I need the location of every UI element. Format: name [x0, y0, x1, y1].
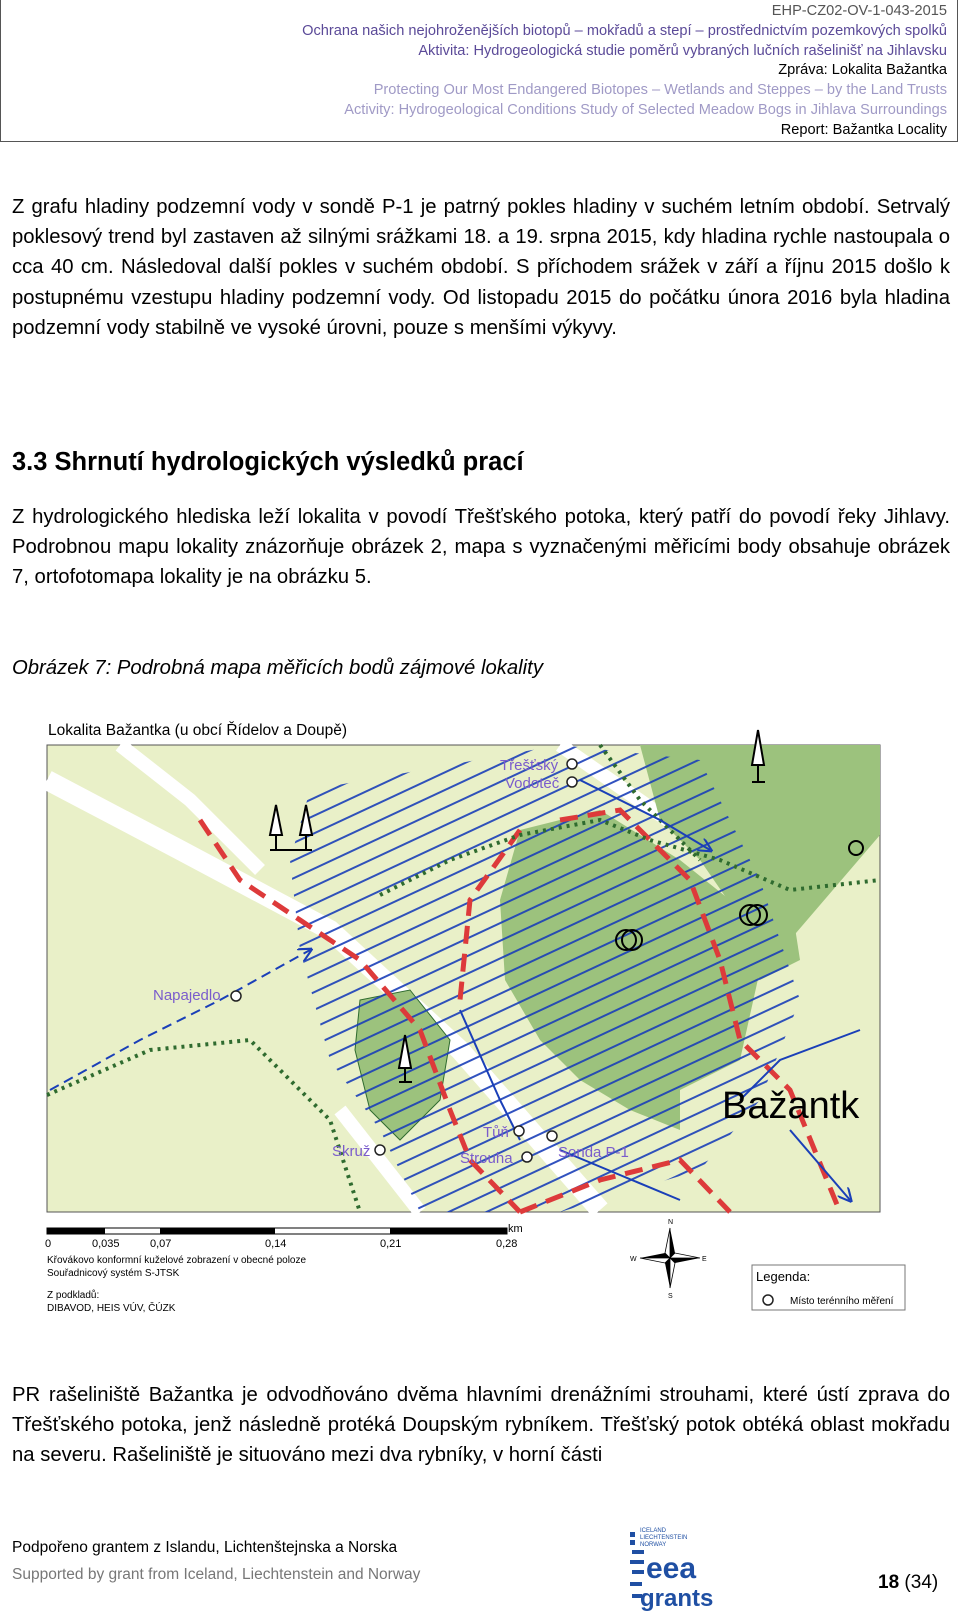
label-tresstsky-1: Třešťský — [500, 757, 559, 774]
compass-e: E — [702, 1256, 707, 1263]
scale-tick: 0,07 — [150, 1238, 172, 1250]
program-title-en: Protecting Our Most Endangered Biotopes – Wetlands and Steppes – by the Land Trusts — [373, 82, 947, 99]
page-number — [878, 1572, 938, 1594]
header-lines — [302, 2, 947, 141]
paragraph-hydrology: Z hydrologického hlediska leží lokalita v povodí Třešťského potoka, který patří do povodí řeky Jihlavy. Podrobnou mapu lokality znázorňuje obrázek 2, mapa s vyznačenými měřicími body obsahuje obrázek 7, ortofotomapa lokality je na obrázku 5. — [12, 506, 950, 589]
compass-s: S — [668, 1293, 673, 1300]
footer-support-en: Supported by grant from Iceland, Liechtenstein and Norway — [12, 1566, 421, 1583]
label-strouha: Strouha — [460, 1150, 513, 1167]
page-total: (34) — [904, 1572, 939, 1593]
projection-line-1: Křovákovo konformní kuželové zobrazení v obecné poloze — [47, 1255, 307, 1266]
footer-support-cz: Podpořeno grantem z Islandu, Lichtenštejnska a Norska — [12, 1539, 398, 1556]
map-title: Lokalita Bažantka (u obcí Řídelov a Doupě) — [48, 722, 347, 739]
section-heading: 3.3 Shrnutí hydrologických výsledků prací — [12, 448, 524, 476]
compass-w: W — [630, 1256, 637, 1263]
project-code: EHP-CZ02-OV-1-043-2015 — [771, 3, 947, 19]
legend-title: Legenda: — [756, 1269, 811, 1284]
scale-unit: km — [508, 1223, 523, 1235]
paragraph-groundwater: Z grafu hladiny podzemní vody v sondě P-1 je patrný pokles hladiny v suchém letním období. Setrvalý poklesový trend byl zastaven až silnými srážkami 18. a 19. srpna 2015, kdy hladina rychle nastoupala o cca 40 cm. Následoval další pokles v suchém období. S příchodem srážek v září a říjnu 2015 došlo k postupnému vzestupu hladiny podzemní vody. Od listopadu 2015 do počátku února 2016 byla hladina podzemní vody stabilně ve vysoké úrovni, pouze s menšími výkyvy. — [12, 196, 950, 339]
locality-map — [40, 712, 920, 1352]
place-name: Bažantk — [722, 1085, 860, 1127]
figure-caption: Obrázek 7: Podrobná mapa měřicích bodů zájmové lokality — [12, 657, 543, 679]
label-sonda: Sonda P-1 — [558, 1144, 629, 1161]
compass-n: N — [668, 1219, 674, 1226]
scale-tick: 0,28 — [496, 1238, 518, 1250]
logo-eea: eea — [646, 1552, 697, 1585]
eea-grants-logo — [630, 1526, 730, 1611]
label-tuz: Tůň — [483, 1124, 509, 1141]
activity-en: Activity: Hydrogeological Conditions Study of Selected Meadow Bogs in Jihlava Surroundings — [344, 101, 947, 118]
label-skruz: Skruž — [332, 1143, 371, 1160]
map-legend — [752, 1265, 905, 1310]
activity-cz: Aktivita: Hydrogeologická studie poměrů vybraných lučních rašelinišť na Jihlavsku — [418, 42, 947, 59]
source-line-1: Z podkladů: — [47, 1290, 100, 1301]
logo-small-1: ICELAND — [640, 1528, 667, 1534]
page-header — [0, 0, 958, 142]
logo-small-2: LIECHTENSTEIN — [640, 1535, 688, 1541]
scale-tick: 0,035 — [92, 1238, 120, 1250]
scale-tick: 0,14 — [265, 1238, 287, 1250]
logo-grants: grants — [640, 1585, 714, 1611]
scale-tick: 0 — [45, 1238, 52, 1250]
compass-rose-icon — [630, 1219, 707, 1300]
program-title-cz: Ochrana našich nejohroženějších biotopů – mokřadů a stepí – prostřednictvím pozemkových spolků — [302, 22, 947, 39]
paragraph-drainage: PR rašeliniště Bažantka je odvodňováno dvěma hlavními drenážními strouhami, které ústí zprava do Třešťského potoka, jenž následně protéká Doupským rybníkem. Třešťský potok obtéká oblast mokřadu na severu. Rašeliniště je situováno mezi dva rybníky, v horní části — [12, 1384, 950, 1467]
legend-item: Místo terénního měření — [790, 1296, 894, 1307]
report-cz: Zpráva: Lokalita Bažantka — [778, 62, 947, 79]
page-current: 18 — [878, 1572, 900, 1593]
logo-small-3: NORWAY — [640, 1542, 667, 1548]
label-tresstsky-2: Vodoteč — [505, 775, 560, 792]
legend-point-icon — [763, 1295, 773, 1305]
scale-bar — [45, 1223, 523, 1314]
source-line-2: DIBAVOD, HEIS VÚV, ČÚZK — [47, 1303, 176, 1314]
scale-tick: 0,21 — [380, 1238, 402, 1250]
projection-line-2: Souřadnicový systém S-JTSK — [47, 1268, 180, 1279]
label-napajedlo: Napajedlo — [153, 987, 221, 1004]
report-en: Report: Bažantka Locality — [780, 121, 947, 138]
